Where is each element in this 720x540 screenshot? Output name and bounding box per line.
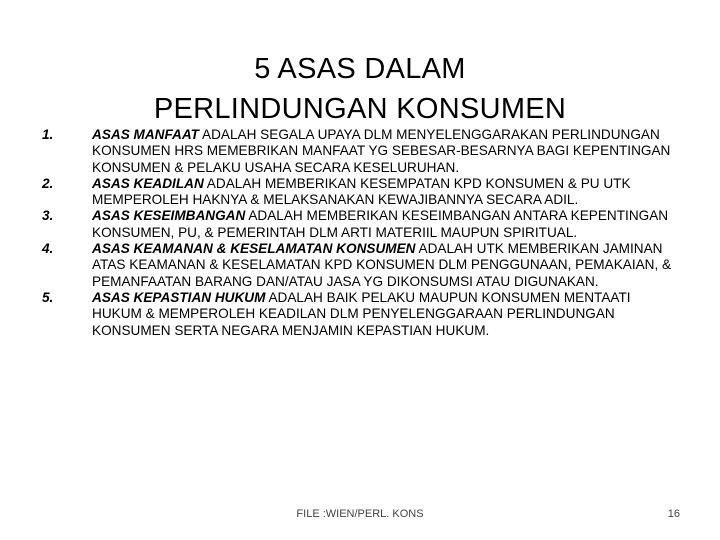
item-term: ASAS KEPASTIAN HUKUM [92,289,266,305]
list-item [42,176,672,209]
item-term: ASAS MANFAAT [92,127,199,142]
item-number: 1. [42,127,54,142]
item-term: ASAS KESEIMBANGAN [92,208,246,224]
item-number: 3. [42,208,54,224]
page-number: 16 [667,508,680,520]
list-item [42,208,672,241]
slide-footer: FILE :WIEN/PERL. KONS [296,508,424,520]
item-number: 2. [42,175,54,191]
item-term: ASAS KEADILAN [92,175,204,191]
item-description: ADALAH MEMBERIKAN KESEIMBANGAN ANTARA KEPENTINGAN KONSUMEN, PU, & PEMERINTAH DLM ARTI MATERIIL MAUPUN SPIRITUAL. [92,208,669,240]
list-item [42,290,672,339]
slide-title-line-2: PERLINDUNGAN KONSUMEN [153,93,567,126]
item-number: 4. [42,241,54,257]
item-number: 5. [42,289,54,305]
list-item [42,241,672,290]
item-description: ADALAH SEGALA UPAYA DLM MENYELENGGARAKAN PERLINDUNGAN KONSUMEN HRS MEMEBRIKAN MANFAAT YG SEBESAR-BESARNYA BAGI KEPENTINGAN KONSUMEN & PELAKU USAHA SECARA KESELURUHAN. [92,127,671,175]
slide-title-line-1: 5 ASAS DALAM [254,53,466,86]
item-term: ASAS KEAMANAN & KESELAMATAN KONSUMEN [92,241,416,257]
item-description: ADALAH MEMBERIKAN KESEMPATAN KPD KONSUMEN & PU UTK MEMPEROLEH HAKNYA & MELAKSANAKAN KEWAJIBANNYA SECARA ADIL. [92,175,631,208]
item-description: ADALAH UTK MEMBERIKAN JAMINAN ATAS KEAMANAN & KESELAMATAN KPD KONSUMEN DLM PENGGUNAAN, PEMAKAIAN, & PEMANFAATAN BARANG DAN/ATAU JASA YG DIKONSUMSI ATAU DIGUNAKAN. [92,241,672,289]
item-description: ADALAH BAIK PELAKU MAUPUN KONSUMEN MENTAATI HUKUM & MEMPEROLEH KEADILAN DLM PENYELENGGARAAN PERLINDUNGAN KONSUMEN SERTA NEGARA MENJAMIN KEPASTIAN HUKUM. [92,289,631,338]
principles-list [42,127,672,339]
list-item [42,127,672,176]
slide-title [0,49,720,129]
